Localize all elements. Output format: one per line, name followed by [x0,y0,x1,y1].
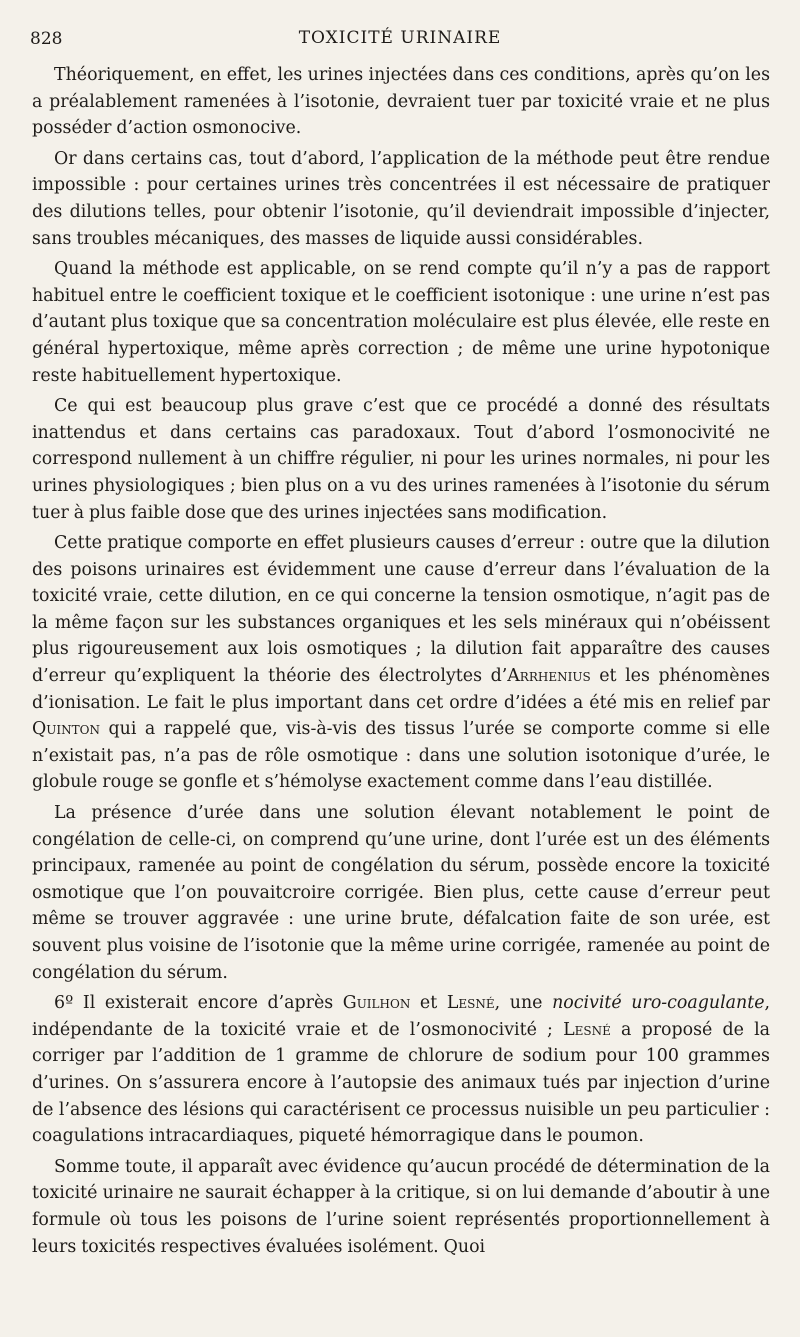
paragraph-8: Somme toute, il apparaît avec évidence qu’aucun procédé de détermination de la toxicité urinaire ne saurait échapper à la critique, si on lui demande d’aboutir à une formule où tous les poisons de l’urine soient représentés proportionnellement à leurs toxicités respectives évaluées isolément. Quoi [32,1156,770,1257]
text-run: Cette pratique comporte en effet plusieurs causes d’erreur : outre que la dilution des poisons urinaires est évidemment une cause d’erreur dans l’évaluation de la toxicité vraie, cette dilution, en ce qui concerne la tension osmotique, n’agit pas de la même façon sur les substances organiques et les sels minéraux qui n’obéissent plus rigoureusement aux lois osmotiques ; la dilution fait apparaître des causes d’erreur qu’expliquent la théorie des électrolytes d’ [32,533,770,687]
running-title: TOXICITÉ URINAIRE [298,28,502,48]
paragraph-4: Ce qui est beaucoup plus grave c’est que ce procédé a donné des résultats inattendus et dans certains cas paradoxaux. Tout d’abord l’osmonocivité ne correspond nullement à un chiffre régulier, ni pour les urines normales, ni pour les urines physiologiques ; bien plus on a vu des urines ramenées à l’isotonie du sérum tuer à plus faible dose que des urines injectées sans modification. [32,396,770,523]
paragraph-5 [32,530,770,796]
paragraph-6: La présence d’urée dans une solution élevant notablement le point de congélation de celle-ci, on comprend qu’une urine, dont l’urée est un des éléments principaux, ramenée au point de congélation du sérum, possède encore la toxicité osmotique que l’on pouvaitcroire corrigée. Bien plus, cette cause d’erreur peut même se trouver aggravée : une urine brute, défalcation faite de son urée, est souvent plus voisine de l’isotonie que la même urine corrigée, ramenée au point de congélation du sérum. [32,803,770,983]
text-run: 6º Il existerait encore d’après [54,993,343,1014]
text-run: et les phénomènes d’ionisation. Le fait le plus important dans cet ordre d’idées a été mis en relief par [32,666,770,713]
body-text [32,62,770,1264]
paragraph-1: Théoriquement, en effet, les urines injectées dans ces conditions, après qu’on les a préalablement ramenées à l’isotonie, devraient tuer par toxicité vraie et ne plus posséder d’action osmonocive. [32,65,770,139]
text-run: qui a rappelé que, vis-à-vis des tissus l’urée se comporte comme si elle n’existait pas, n’a pas de rôle osmotique : dans une solution isotonique d’urée, le globule rouge se gonfle et s’hémolyse exactement comme dans l’eau distillée. [32,719,770,793]
page-number: 828 [30,29,63,49]
paragraph-7 [32,990,770,1150]
author-name-lesne: Lesné [563,1019,611,1040]
text-run: , indépendante de la toxicité vraie et de l’osmonocivité ; [32,993,771,1040]
author-name-guilhon: Guilhon [342,993,411,1014]
page-header [30,24,770,54]
text-run: a proposé de la corriger par l’addition de 1 gramme de chlorure de sodium pour 100 grammes d’urines. On s’assurera encore à l’autopsie des animaux tués par injection d’urine de l’absence des lésions qui caractérisent ce processus nuisible un peu particulier : coagulations intracardiaques, piqueté hémorragique dans le poumon. [32,1019,771,1147]
text-run: et [410,993,447,1014]
author-name-quinton: Quinton [32,719,100,740]
paragraph-3: Quand la méthode est applicable, on se rend compte qu’il n’y a pas de rapport habituel entre le coefficient toxique et le coefficient isotonique : une urine n’est pas d’autant plus toxique que sa concentration moléculaire est plus élevée, elle reste en général hypertoxique, même après correction ; de même une urine hypotonique reste habituellement hypertoxique. [32,259,770,386]
author-name-arrhenius: Arrhenius [507,666,591,687]
italic-term: nocivité uro-coagulante [552,993,765,1014]
paragraph-2: Or dans certains cas, tout d’abord, l’application de la méthode peut être rendue impossible : pour certaines urines très concentrées il est nécessaire de pratiquer des dilutions telles, pour obtenir l’isotonie, qu’il deviendrait impossible d’injecter, sans troubles mécaniques, des masses de liquide aussi considérables. [32,148,770,249]
text-run: , une [494,993,553,1014]
author-name-lesne: Lesné [446,993,495,1014]
